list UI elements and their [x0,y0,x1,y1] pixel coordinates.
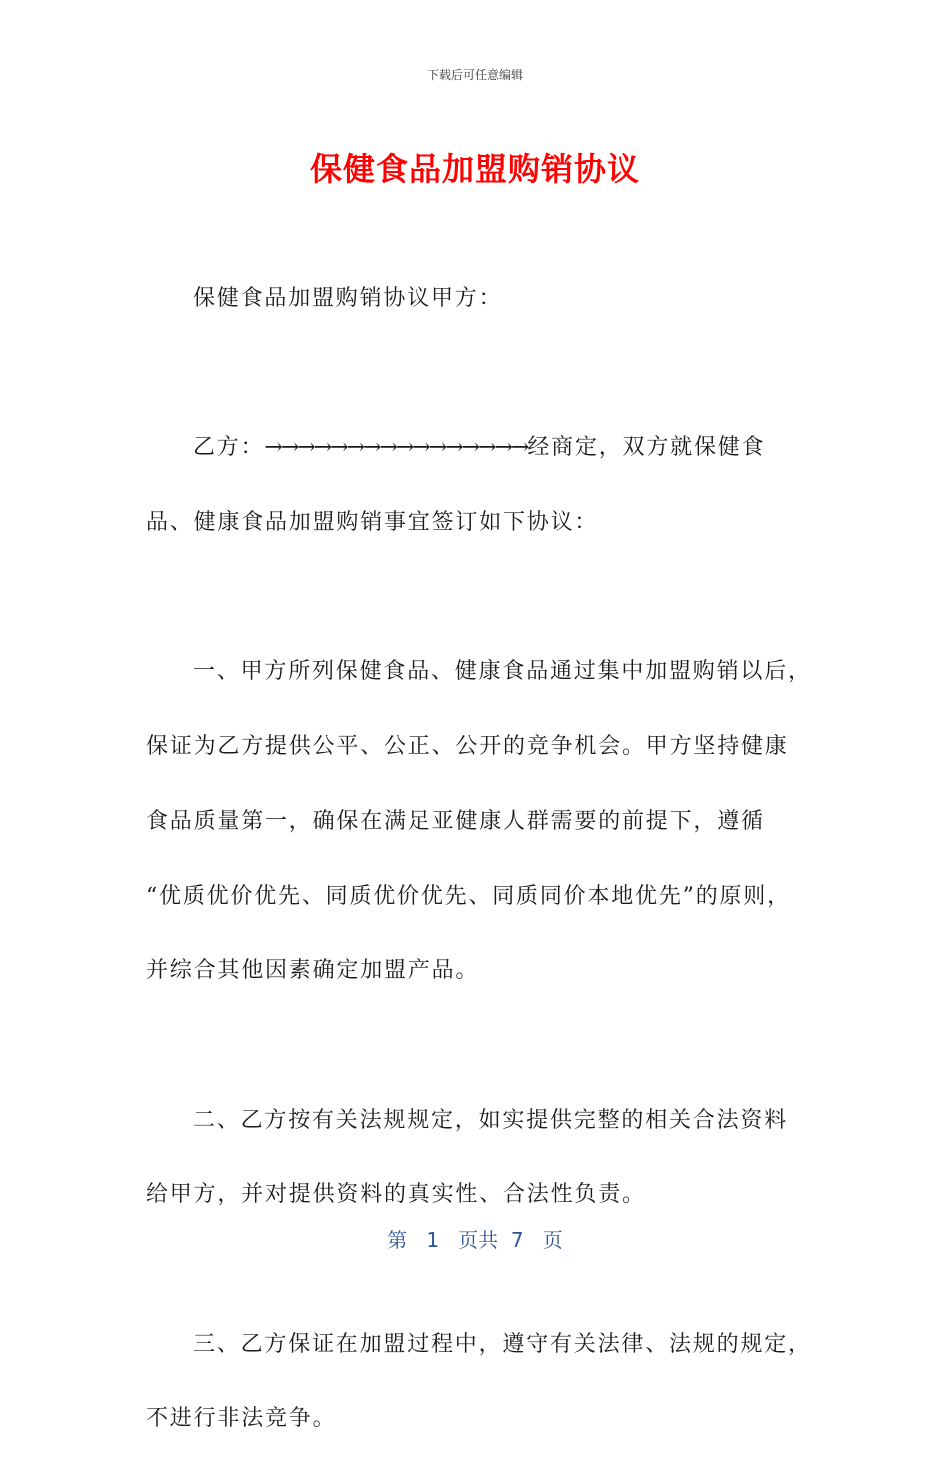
arrow-placeholder: →→→→→→→→→→→→→→→→ [264,435,528,461]
paragraph-line: 二、乙方按有关法规规定，如实提供完整的相关合法资料 [193,1107,789,1133]
paragraph-line [146,411,806,486]
paragraph-gap [146,337,806,412]
page-current: 1 [426,1228,440,1252]
paragraph-line: 一、甲方所列保健食品、健康食品通过集中加盟购销以后， [193,659,812,685]
paragraph-line: 保证为乙方提供公平、公正、公开的竞争机会。甲方坚持健康 [146,734,789,760]
paragraph-line: 品、健康食品加盟购销事宜签订如下协议： [146,510,599,536]
paragraph-line: 并综合其他因素确定加盟产品。 [146,958,480,984]
paragraph-line: 食品质量第一，确保在满足亚健康人群需要的前提下，遵循 [146,808,765,834]
paragraph-line: 保健食品加盟购销协议甲方： [193,286,503,311]
header-note: 下载后可任意编辑 [426,68,523,82]
page-label-mid: 页共 [458,1228,499,1252]
page-total: 7 [510,1228,524,1252]
paragraph-gap [146,561,806,636]
page-footer [0,1224,950,1253]
document-body [146,262,812,1457]
paragraph-line: 给甲方，并对提供资料的真实性、合法性负责。 [146,1182,646,1208]
paragraph-text: 经商定，双方就保健食 [527,435,766,461]
paragraph-line: 不进行非法竞争。 [146,1406,337,1432]
page-label-post: 页 [542,1228,563,1252]
page-label-pre: 第 [387,1228,408,1252]
paragraph-line: “优质优价优先、同质优价优先、同质同价本地优先”的原则， [146,883,791,909]
party-b-label: 乙方： [193,435,265,461]
paragraph-line: 三、乙方保证在加盟过程中，遵守有关法律、法规的规定， [193,1331,812,1357]
paragraph-gap [146,1009,806,1084]
document-title: 保健食品加盟购销协议 [309,150,640,188]
